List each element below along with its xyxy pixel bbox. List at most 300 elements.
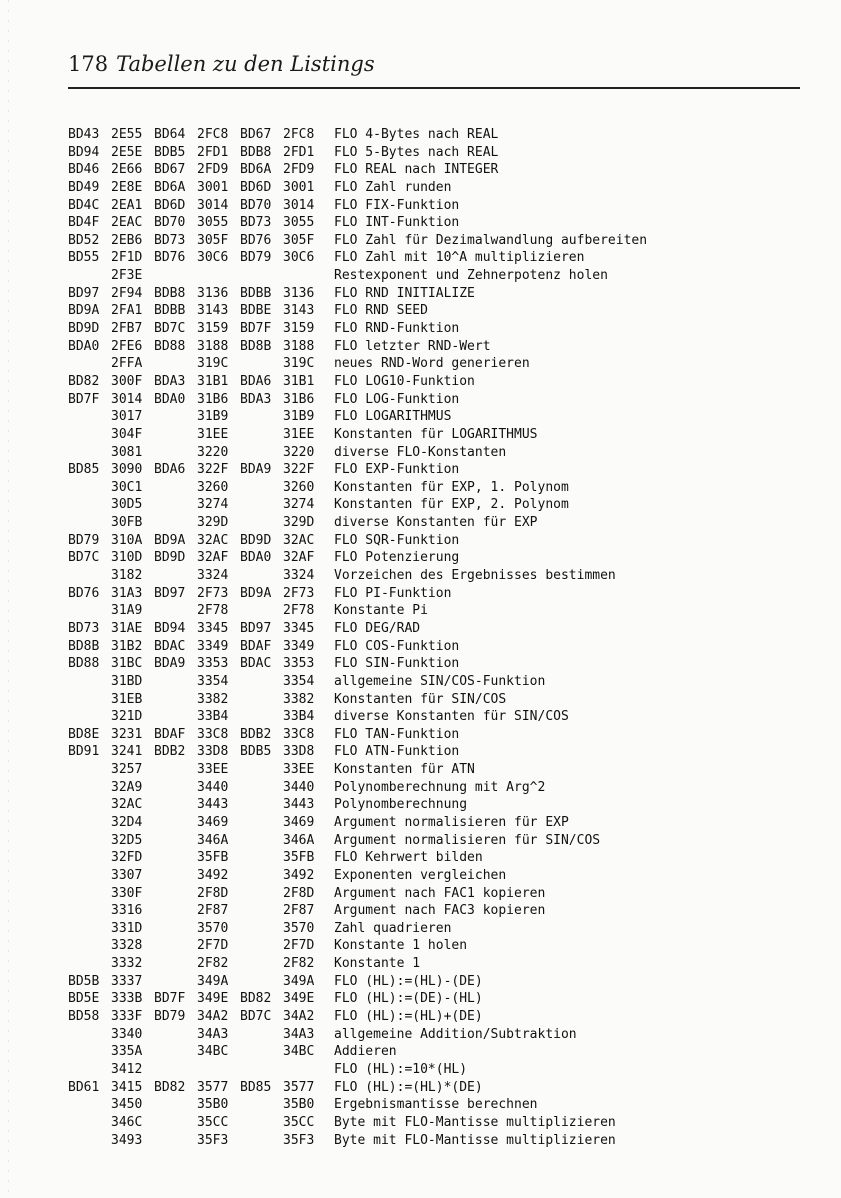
row-description: Konstante 1 holen [334,938,468,954]
row-address: 2FD1 [283,144,315,160]
row-address: BD79 [68,532,100,548]
row-address: BD9D [240,532,272,548]
row-address: 3440 [283,779,315,795]
row-address: 31B9 [283,409,315,425]
row-address: 3055 [283,215,315,231]
row-address: BDAC [240,656,272,672]
row-description: Konstanten für ATN [334,762,475,778]
row-address: BD79 [154,1009,186,1025]
row-address: 33D8 [283,744,315,760]
row-address: 2FC8 [197,127,229,142]
row-address: BDA6 [240,373,272,389]
row-address: BDB2 [240,726,272,742]
row-description: FLO LOG10-Funktion [334,373,475,389]
row-description: allgemeine Addition/Subtraktion [334,1026,577,1042]
row-address: 2FA1 [111,303,143,319]
row-address: BD9D [154,550,186,566]
row-address: 310D [111,550,143,566]
row-address: 349A [197,973,229,989]
row-address: 3324 [197,568,229,584]
row-address: BD5E [68,991,100,1007]
row-address: 3220 [197,444,229,460]
row-address: 34A3 [283,1026,315,1042]
row-address: 3450 [111,1097,143,1113]
row-address: 331D [111,920,143,936]
row-address: 3090 [111,462,143,478]
row-address: BD73 [154,232,186,248]
row-address: 31EB [111,691,143,707]
row-address: 3055 [197,215,229,231]
row-address: 333F [111,1009,143,1025]
row-address: 3443 [197,797,229,813]
row-description: FLO Zahl mit 10^A multiplizieren [334,250,585,266]
row-address: 2EA1 [111,197,143,213]
row-address: 31BD [111,673,143,689]
row-address: 33EE [197,762,229,778]
row-address: 30FB [111,515,143,531]
row-description: Argument nach FAC3 kopieren [334,903,546,919]
row-address: 3340 [111,1026,143,1042]
row-address: BD88 [68,656,100,672]
row-address: 32AC [283,532,315,548]
row-address: 2EAC [111,215,143,231]
row-address: BDB8 [154,285,186,301]
row-description: FLO INT-Funktion [334,215,460,231]
row-address: BD61 [68,1079,100,1095]
row-description: Byte mit FLO-Mantisse multiplizieren [334,1132,616,1148]
row-address: 3260 [197,479,229,495]
row-address: BD9D [68,321,100,337]
row-address: 2F78 [197,603,229,619]
row-address: 3469 [197,814,229,830]
row-description: Byte mit FLO-Mantisse multiplizieren [334,1114,616,1130]
row-description: FLO 5-Bytes nach REAL [334,144,499,160]
row-description: FLO RND SEED [334,303,428,319]
row-address: BD85 [68,462,100,478]
row-address: 319C [283,356,315,372]
row-description: neues RND-Word generieren [334,356,530,372]
row-address: BD6D [240,179,272,195]
row-address: 31A3 [111,585,143,601]
row-description: FLO LOG-Funktion [334,391,460,407]
row-description: FLO Zahl runden [334,179,452,195]
row-description: Argument normalisieren für EXP [334,814,569,830]
row-address: 2F73 [283,585,315,601]
row-address: BD67 [240,127,272,142]
row-address: BDB5 [154,144,186,160]
row-address: BDB5 [240,744,272,760]
row-address: 2F73 [197,585,229,601]
row-description: FLO 4-Bytes nach REAL [334,127,499,142]
row-description: Argument normalisieren für SIN/COS [334,832,601,848]
row-address: BD82 [68,373,100,389]
row-address: 3349 [283,638,315,654]
row-description: FLO (HL):=(HL)+(DE) [334,1009,483,1025]
row-address: 3493 [111,1132,143,1148]
row-address: 2F87 [197,903,229,919]
row-address: BD97 [68,285,100,301]
row-address: 3188 [283,338,315,354]
row-address: 305F [283,232,315,248]
row-address: BD7C [154,321,186,337]
row-address: BD79 [240,250,272,266]
row-address: 3354 [283,673,315,689]
row-address: 305F [197,232,229,248]
row-address: 33C8 [197,726,229,742]
row-address: BD55 [68,250,100,266]
row-address: 32AF [283,550,315,566]
row-address: 2E8E [111,179,143,195]
row-description: Exponenten vergleichen [334,867,507,883]
row-address: 2F87 [283,903,315,919]
row-address: 30D5 [111,497,143,513]
row-address: BDA0 [154,391,186,407]
row-description: FLO ATN-Funktion [334,744,460,760]
row-address: 3570 [283,920,315,936]
row-description: Vorzeichen des Ergebnisses bestimmen [334,568,616,584]
row-address: 31B6 [283,391,315,407]
row-address: 3415 [111,1079,143,1095]
row-address: 319C [197,356,229,372]
row-description: Konstante Pi [334,603,428,619]
row-address: 31B1 [283,373,315,389]
row-description: FLO COS-Funktion [334,638,460,654]
row-description: Konstanten für EXP, 2. Polynom [334,497,569,513]
row-address: 34BC [197,1044,229,1060]
row-address: BD49 [68,179,100,195]
row-address: BDA3 [240,391,272,407]
row-address: 3274 [283,497,315,513]
row-address: 31B2 [111,638,143,654]
row-address: 3014 [197,197,229,213]
row-address: BD8E [68,726,100,742]
row-description: FLO DEG/RAD [334,620,421,636]
row-description: Ergebnismantisse berechnen [334,1097,538,1113]
row-description: FLO SIN-Funktion [334,656,460,672]
row-address: 3492 [197,867,229,883]
row-description: FLO (HL):=10*(HL) [334,1061,468,1077]
row-address: 32D4 [111,814,143,830]
row-address: BD9A [154,532,186,548]
row-address: BDA6 [154,462,186,478]
row-address: 3345 [197,620,229,636]
row-address: 346C [111,1114,143,1130]
row-address: 34BC [283,1044,315,1060]
row-address: 3220 [283,444,315,460]
row-description: FLO letzter RND-Wert [334,338,491,354]
row-address: 329D [197,515,229,531]
row-address: 35CC [283,1114,315,1130]
scan-margin [8,0,9,1198]
row-address: 335A [111,1044,143,1060]
row-description: Polynomberechnung [334,797,468,813]
page-header [68,52,800,82]
row-description: FLO (HL):=(HL)*(DE) [334,1079,483,1095]
row-description: FLO TAN-Funktion [334,726,460,742]
row-address: 346A [283,832,315,848]
row-description: FLO Kehrwert bilden [334,850,483,866]
row-address: BD97 [154,585,186,601]
row-address: 33C8 [283,726,315,742]
row-address: 349A [283,973,315,989]
row-address: 35F3 [197,1132,229,1148]
row-address: 3577 [283,1079,315,1095]
row-description: FLO Zahl für Dezimalwandlung aufbereiten [334,232,648,248]
row-address: 3014 [111,391,143,407]
row-address: 3345 [283,620,315,636]
row-description: Konstanten für SIN/COS [334,691,507,707]
row-address: 2F94 [111,285,143,301]
row-address: BD4C [68,197,100,213]
row-address: BD7F [154,991,186,1007]
row-address: 32A9 [111,779,143,795]
row-address: BD9A [240,585,272,601]
row-address: 2EB6 [111,232,143,248]
row-address: 35FB [197,850,229,866]
row-address: BD7C [68,550,100,566]
row-address: BD88 [154,338,186,354]
row-address: 3324 [283,568,315,584]
row-address: BD70 [154,215,186,231]
row-address: 2F1D [111,250,143,266]
row-address: 2F3E [111,268,143,284]
row-address: 31B9 [197,409,229,425]
row-address: 3307 [111,867,143,883]
row-address: BD43 [68,127,100,142]
row-description: Polynomberechnung mit Arg^2 [334,779,546,795]
row-address: 32AC [197,532,229,548]
row-address: 33B4 [197,709,229,725]
row-address: BD73 [68,620,100,636]
row-address: 30C6 [283,250,315,266]
row-address: BDBB [154,303,186,319]
row-address: 3136 [197,285,229,301]
row-address: BD82 [154,1079,186,1095]
row-address: 322F [197,462,229,478]
row-address: 3492 [283,867,315,883]
row-address: 3349 [197,638,229,654]
row-description: FLO FIX-Funktion [334,197,460,213]
row-address: BD46 [68,162,100,178]
row-address: 3316 [111,903,143,919]
row-address: BD97 [240,620,272,636]
row-address: BD76 [154,250,186,266]
row-address: 2FC8 [283,127,315,142]
row-address: 2F8D [197,885,229,901]
row-address: 3081 [111,444,143,460]
row-address: 2F82 [283,956,315,972]
row-address: BDA0 [68,338,100,354]
row-address: BD94 [68,144,100,160]
row-description: Konstanten für EXP, 1. Polynom [334,479,569,495]
row-address: 3328 [111,938,143,954]
row-address: 2FB7 [111,321,143,337]
row-address: 32D5 [111,832,143,848]
page-title: Tabellen zu den Listings [116,52,375,76]
row-address: BD67 [154,162,186,178]
row-address: 3577 [197,1079,229,1095]
row-address: BD7F [240,321,272,337]
row-address: 3443 [283,797,315,813]
row-description: Restexponent und Zehnerpotenz holen [334,268,608,284]
row-address: BD94 [154,620,186,636]
row-address: 3017 [111,409,143,425]
row-description: diverse FLO-Konstanten [334,444,507,460]
row-description: Zahl quadrieren [334,920,452,936]
row-address: BDAF [154,726,186,742]
row-address: BD52 [68,232,100,248]
row-address: 30C6 [197,250,229,266]
row-address: BD7C [240,1009,272,1025]
row-address: 3412 [111,1061,143,1077]
row-description: diverse Konstanten für SIN/COS [334,709,569,725]
row-description: FLO LOGARITHMUS [334,409,452,425]
row-address: 3337 [111,973,143,989]
row-address: BDA0 [240,550,272,566]
row-description: Konstante 1 [334,956,421,972]
row-address: 32AC [111,797,143,813]
row-address: 2FD1 [197,144,229,160]
row-address: 31B1 [197,373,229,389]
row-address: 35CC [197,1114,229,1130]
row-address: 34A2 [197,1009,229,1025]
row-address: BD4F [68,215,100,231]
row-address: 31BC [111,656,143,672]
row-address: 346A [197,832,229,848]
row-address: 3260 [283,479,315,495]
row-address: 3570 [197,920,229,936]
row-address: 2E55 [111,127,143,142]
page-number: 178 [68,52,109,76]
row-address: BD91 [68,744,100,760]
row-address: BD70 [240,197,272,213]
row-description: FLO (HL):=(HL)-(DE) [334,973,483,989]
row-address: BD58 [68,1009,100,1025]
row-address: 3159 [283,321,315,337]
row-address: 3440 [197,779,229,795]
row-address: 31A9 [111,603,143,619]
row-address: 3231 [111,726,143,742]
row-address: 310A [111,532,143,548]
row-address: 3014 [283,197,315,213]
row-address: BDB2 [154,744,186,760]
row-address: 3143 [197,303,229,319]
row-address: 349E [197,991,229,1007]
row-address: 3001 [283,179,315,195]
row-address: 3188 [197,338,229,354]
row-address: 3354 [197,673,229,689]
row-address: BD76 [240,232,272,248]
row-address: 35B0 [283,1097,315,1113]
row-address: 3241 [111,744,143,760]
row-address: 3001 [197,179,229,195]
row-address: BDAC [154,638,186,654]
row-address: BD64 [154,127,186,142]
row-address: 3332 [111,956,143,972]
row-address: 34A2 [283,1009,315,1025]
row-description: Konstanten für LOGARITHMUS [334,426,538,442]
row-description: FLO EXP-Funktion [334,462,460,478]
row-address: 35FB [283,850,315,866]
row-address: 2FE6 [111,338,143,354]
row-description: FLO RND INITIALIZE [334,285,475,301]
row-description: FLO SQR-Funktion [334,532,460,548]
row-address: 329D [283,515,315,531]
row-address: 33EE [283,762,315,778]
row-address: 300F [111,373,143,389]
row-address: 2FD9 [283,162,315,178]
row-address: 3469 [283,814,315,830]
row-address: 3274 [197,497,229,513]
row-address: 31AE [111,620,143,636]
row-address: BD8B [240,338,272,354]
row-address: BDA9 [240,462,272,478]
row-address: BD6A [154,179,186,195]
row-address: BD6A [240,162,272,178]
row-address: 31B6 [197,391,229,407]
row-address: BDBE [240,303,272,319]
row-address: BD82 [240,991,272,1007]
row-address: 35B0 [197,1097,229,1113]
row-address: 32AF [197,550,229,566]
row-address: BDBB [240,285,272,301]
row-address: 33B4 [283,709,315,725]
row-address: BDAF [240,638,272,654]
row-description: FLO REAL nach INTEGER [334,162,499,178]
row-address: BDA3 [154,373,186,389]
row-address: 34A3 [197,1026,229,1042]
row-address: 2F8D [283,885,315,901]
row-address: BD5B [68,973,100,989]
row-address: 3257 [111,762,143,778]
row-description: Addieren [334,1044,397,1060]
row-address: 30C1 [111,479,143,495]
row-address: 2E5E [111,144,143,160]
row-address: 2FFA [111,356,143,372]
row-address: 304F [111,426,143,442]
row-address: 3136 [283,285,315,301]
row-address: 349E [283,991,315,1007]
row-address: 2F7D [283,938,315,954]
row-address: 333B [111,991,143,1007]
row-address: 330F [111,885,143,901]
row-description: Argument nach FAC1 kopieren [334,885,546,901]
row-address: 2F7D [197,938,229,954]
row-address: 3182 [111,568,143,584]
row-address: 2F82 [197,956,229,972]
row-address: 32FD [111,850,143,866]
row-address: BD6D [154,197,186,213]
row-address: 2FD9 [197,162,229,178]
row-address: BD8B [68,638,100,654]
row-description: FLO (HL):=(DE)-(HL) [334,991,483,1007]
row-address: BD9A [68,303,100,319]
row-address: BDB8 [240,144,272,160]
row-address: 3353 [283,656,315,672]
row-address: 2F78 [283,603,315,619]
row-address: 33D8 [197,744,229,760]
row-address: BD76 [68,585,100,601]
row-description: allgemeine SIN/COS-Funktion [334,673,546,689]
row-address: 321D [111,709,143,725]
row-address: 3143 [283,303,315,319]
row-address: BD7F [68,391,100,407]
row-address: 31EE [283,426,315,442]
row-address: BD85 [240,1079,272,1095]
row-address: 3353 [197,656,229,672]
row-address: 3159 [197,321,229,337]
row-address: 3382 [197,691,229,707]
